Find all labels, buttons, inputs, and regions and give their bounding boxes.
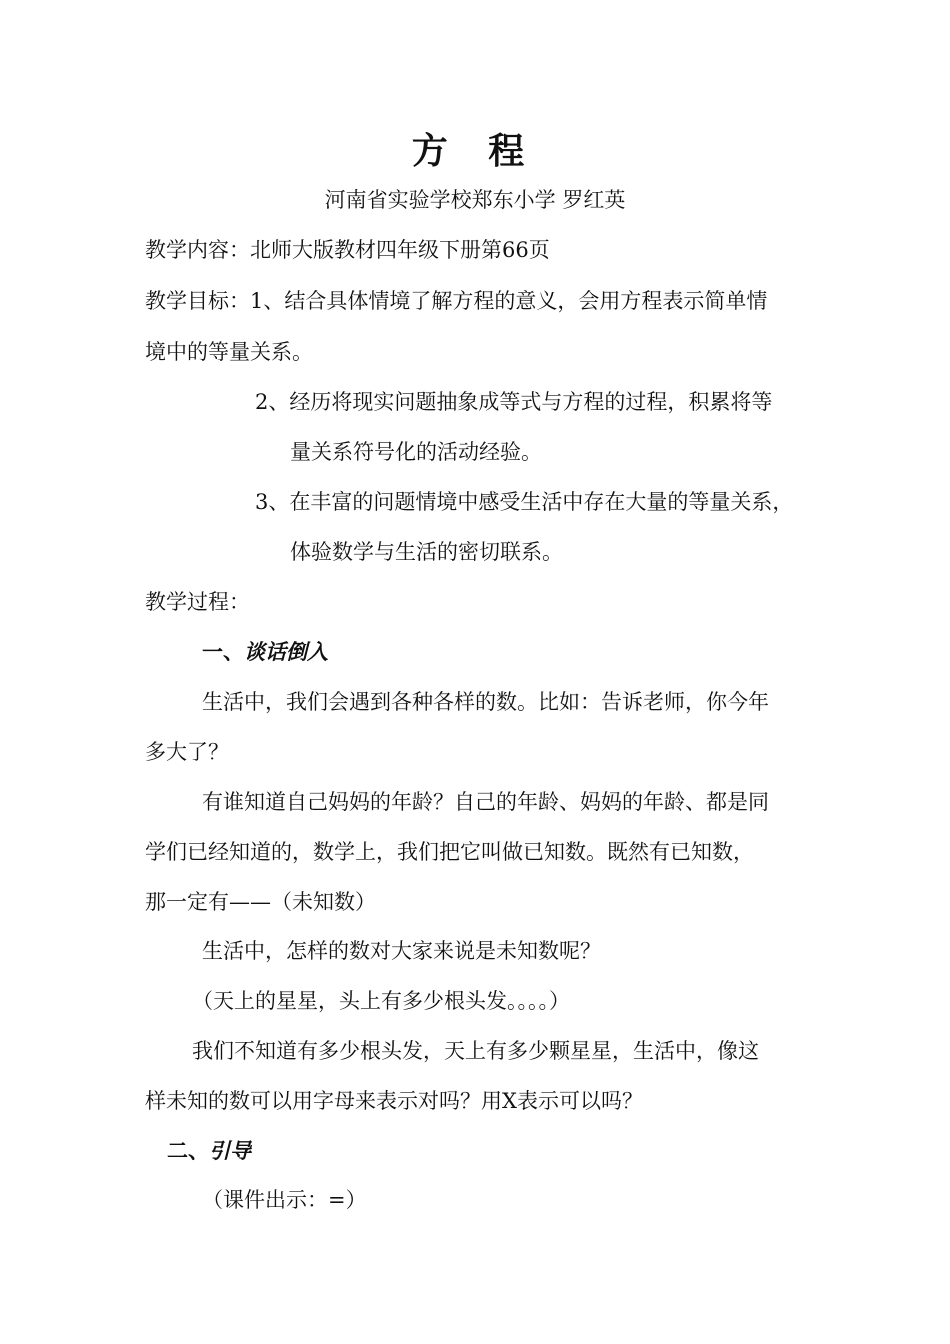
teaching-process-label: 教学过程： (145, 590, 250, 614)
section-heading-1 (202, 638, 328, 666)
teaching-content-line: 教学内容：北师大版教材四年级下册第66页 (145, 238, 550, 262)
paragraph-line-8: 我们不知道有多少根头发，天上有多少颗星星，生活中，像这 (192, 1039, 759, 1063)
document-title: 方 程 (411, 131, 539, 172)
paragraph-line-5: 那一定有——（未知数） (145, 890, 376, 914)
paragraph-line-2: 多大了？ (145, 740, 229, 764)
section-number-2: 二、 (167, 1138, 209, 1163)
teaching-goal-line-6: 体验数学与生活的密切联系。 (290, 540, 563, 564)
teaching-goal-line-3: 2、经历将现实问题抽象成等式与方程的过程，积累将等 (255, 390, 773, 414)
paragraph-line-9: 样未知的数可以用字母来表示对吗？用X表示可以吗？ (145, 1089, 643, 1113)
paragraph-line-4: 学们已经知道的，数学上，我们把它叫做已知数。既然有已知数， (145, 840, 754, 864)
section-title-1: 谈话倒入 (244, 639, 328, 664)
paragraph-line-1: 生活中，我们会遇到各种各样的数。比如：告诉老师，你今年 (202, 690, 769, 714)
courseware-line: （课件出示：=） (202, 1188, 367, 1212)
document-subtitle: 河南省实验学校郑东小学 罗红英 (324, 188, 626, 212)
teaching-goal-line-2: 境中的等量关系。 (145, 340, 313, 364)
paragraph-line-7: （天上的星星，头上有多少根头发。。。。） (192, 989, 570, 1013)
section-number-1: 一、 (202, 639, 244, 664)
section-heading-2 (167, 1137, 251, 1165)
paragraph-line-3: 有谁知道自己妈妈的年龄？自己的年龄、妈妈的年龄、都是同 (202, 790, 769, 814)
paragraph-line-6: 生活中，怎样的数对大家来说是未知数呢？ (202, 939, 601, 963)
section-title-2: 引导 (209, 1138, 251, 1163)
teaching-goal-line-4: 量关系符号化的活动经验。 (290, 440, 542, 464)
teaching-goal-line-5: 3、在丰富的问题情境中感受生活中存在大量的等量关系， (255, 490, 794, 514)
teaching-goal-line-1: 教学目标：1、结合具体情境了解方程的意义，会用方程表示简单情 (145, 289, 768, 313)
